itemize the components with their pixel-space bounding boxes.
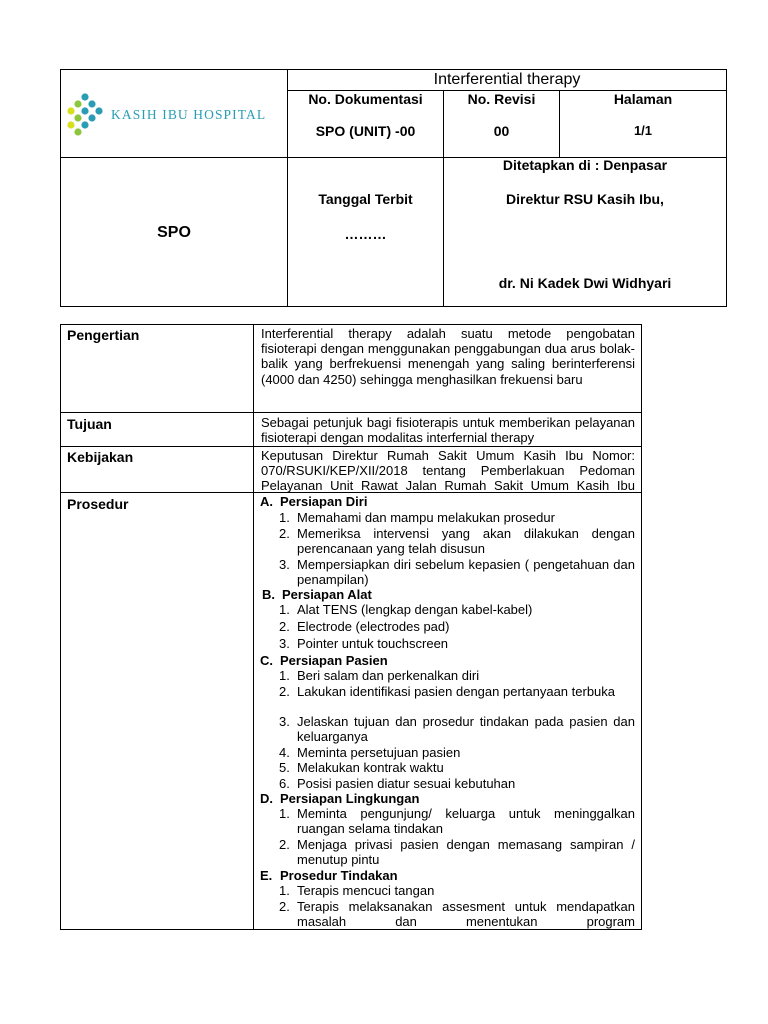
section-letter: E. (260, 868, 273, 883)
divider (253, 325, 254, 930)
section-heading-a (260, 494, 367, 509)
pengertian-text: Interferential therapy adalah suatu metode pengobatan fisioterapi dengan menggunakan penggabungan dua arus bolak-balik yang berfrekuensi menengah yang saling berinterferensi (4000 dan 4250) sehingga menghasilkan frekuensi baru (261, 326, 635, 387)
section-title: Persiapan Lingkungan (280, 791, 420, 806)
doc-number-value: SPO (UNIT) -00 (315, 123, 416, 139)
list-item: 1. Memahami dan mampu melakukan prosedur (279, 510, 555, 525)
document-title: Interferential therapy (433, 71, 581, 88)
section-heading-d (260, 791, 419, 806)
section-title: Persiapan Pasien (280, 653, 388, 668)
page-value: 1/1 (633, 123, 653, 138)
hospital-logo-icon (65, 92, 105, 136)
row-label-tujuan: Tujuan (67, 416, 112, 432)
issue-date-value: ……… (344, 226, 387, 242)
section-title: Prosedur Tindakan (280, 868, 398, 883)
list-item: 2. Menjaga privasi pasien dengan memasang sampiran / menutup pintu (279, 837, 635, 868)
list-item: 2. Terapis melaksanakan assesment untuk mendapatkan masalah dan menentukan program (279, 899, 635, 930)
director-title: Direktur RSU Kasih Ibu, (506, 191, 664, 207)
set-at-text: Ditetapkan di : Denpasar (502, 157, 668, 173)
revision-label: No. Revisi (467, 91, 536, 107)
list-item: 2. Memeriksa intervensi yang akan dilakukan dengan perencanaan yang telah disusun (279, 526, 635, 557)
page-label: Halaman (613, 91, 673, 107)
list-item: 1. Beri salam dan perkenalkan diri (279, 668, 480, 683)
section-heading-c (260, 653, 388, 668)
header-table (60, 69, 727, 307)
issue-date-label: Tanggal Terbit (318, 191, 413, 207)
list-item: 2. Lakukan identifikasi pasien dengan pertanyaan terbuka (279, 684, 616, 699)
list-item: 4. Meminta persetujuan pasien (279, 745, 461, 760)
procedure-table (60, 324, 642, 930)
revision-value: 00 (493, 123, 510, 139)
list-item: 1. Meminta pengunjung/ keluarga untuk meninggalkan ruangan selama tindakan (279, 806, 635, 837)
divider (61, 446, 641, 447)
doc-number-label: No. Dokumentasi (308, 91, 423, 107)
list-item: 3. Mempersiapkan diri sebelum kepasien ( pengetahuan dan penampilan) (279, 557, 635, 588)
section-title: Persiapan Diri (280, 494, 368, 509)
director-name: dr. Ni Kadek Dwi Widhyari (498, 275, 672, 291)
section-heading-e (260, 868, 398, 883)
list-item: 1. Alat TENS (lengkap dengan kabel-kabel) (279, 602, 533, 617)
list-item: 3. Pointer untuk touchscreen (279, 636, 449, 651)
section-letter: A. (260, 494, 273, 509)
list-item: 2. Electrode (electrodes pad) (279, 619, 450, 634)
list-item: 3. Jelaskan tujuan dan prosedur tindakan pada pasien dan keluarganya (279, 714, 635, 745)
list-item: 1. Terapis mencuci tangan (279, 883, 435, 898)
section-letter: C. (260, 653, 273, 668)
list-item: 6. Posisi pasien diatur sesuai kebutuhan (279, 776, 516, 791)
list-item: 5. Melakukan kontrak waktu (279, 760, 444, 775)
hospital-name: KASIH IBU HOSPITAL (111, 107, 267, 122)
section-heading-b (262, 587, 372, 602)
section-title: Persiapan Alat (282, 587, 372, 602)
kebijakan-text: Keputusan Direktur Rumah Sakit Umum Kasih Ibu Nomor: 070/RSUKI/KEP/XII/2018 tentang Pemberlakuan Pedoman Pelayanan Unit Rawat Jalan Rumah Sakit Umum Kasih Ibu (261, 448, 635, 494)
section-letter: B. (262, 587, 275, 602)
row-label-pengertian: Pengertian (67, 327, 140, 343)
row-label-kebijakan: Kebijakan (67, 449, 134, 465)
spo-label: SPO (157, 224, 191, 241)
logo-cell (61, 70, 287, 157)
divider (61, 412, 641, 413)
section-letter: D. (260, 791, 273, 806)
row-label-prosedur: Prosedur (67, 496, 129, 512)
tujuan-text: Sebagai petunjuk bagi fisioterapis untuk memberikan pelayanan fisioterapi dengan modalitas interfernial therapy (261, 415, 635, 446)
